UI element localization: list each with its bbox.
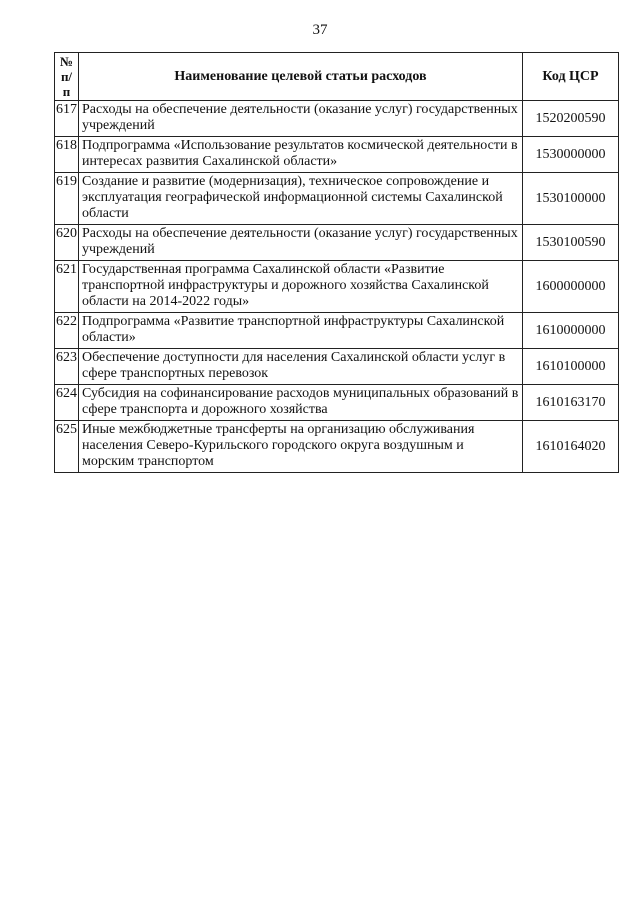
row-number: 617 [55,101,79,137]
table-row [55,225,619,261]
row-code: 1610100000 [523,349,619,385]
row-code: 1530100000 [523,173,619,225]
row-number: 623 [55,349,79,385]
row-name: Подпрограмма «Использование результатов космической деятельности в интересах развития Сахалинской области» [79,137,523,173]
row-name: Расходы на обеспечение деятельности (оказание услуг) государственных учреждений [79,101,523,137]
row-name: Расходы на обеспечение деятельности (оказание услуг) государственных учреждений [79,225,523,261]
row-code: 1530000000 [523,137,619,173]
row-number: 619 [55,173,79,225]
table-row [55,421,619,473]
row-name: Подпрограмма «Развитие транспортной инфраструктуры Сахалинской области» [79,313,523,349]
header-number: № п/п [55,53,79,101]
row-number: 618 [55,137,79,173]
header-name: Наименование целевой статьи расходов [79,53,523,101]
budget-codes-table [54,52,619,473]
row-code: 1530100590 [523,225,619,261]
page-number: 37 [312,22,328,38]
row-name: Субсидия на софинансирование расходов муниципальных образований в сфере транспорта и дорожного хозяйства [79,385,523,421]
row-number: 624 [55,385,79,421]
row-name: Обеспечение доступности для населения Сахалинской области услуг в сфере транспортных перевозок [79,349,523,385]
row-number: 620 [55,225,79,261]
row-number: 625 [55,421,79,473]
row-code: 1600000000 [523,261,619,313]
table-row [55,261,619,313]
row-number: 621 [55,261,79,313]
row-number: 622 [55,313,79,349]
table-row [55,173,619,225]
row-name: Создание и развитие (модернизация), техническое сопровождение и эксплуатация географической информационной системы Сахалинской области [79,173,523,225]
row-name: Государственная программа Сахалинской области «Развитие транспортной инфраструктуры и дорожного хозяйства Сахалинской области на 2014-2022 годы» [79,261,523,313]
table-header-row [55,53,619,101]
table-row [55,137,619,173]
row-code: 1610164020 [523,421,619,473]
table-row [55,385,619,421]
table-row [55,313,619,349]
table-row [55,101,619,137]
row-name: Иные межбюджетные трансферты на организацию обслуживания населения Северо-Курильского городского округа воздушным и морским транспортом [79,421,523,473]
row-code: 1610163170 [523,385,619,421]
row-code: 1610000000 [523,313,619,349]
header-code: Код ЦСР [523,53,619,101]
table-row [55,349,619,385]
row-code: 1520200590 [523,101,619,137]
